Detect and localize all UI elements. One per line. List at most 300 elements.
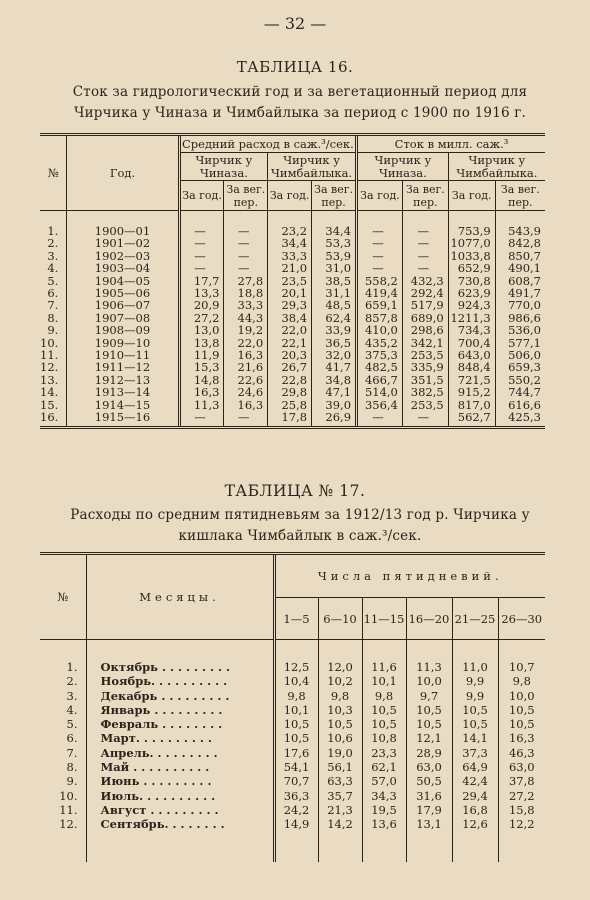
- value-cell: 53,9: [312, 250, 357, 262]
- table-row: [40, 760, 545, 774]
- table17-caption: Расходы по средним пятидневьям за 1912/13 год р. Чирчика у кишлака Чимбайлык в саж.³/сек.: [70, 507, 530, 544]
- year-cell: 1903—04: [67, 262, 179, 274]
- value-cell: 21,3: [318, 803, 362, 817]
- value-cell: 24,2: [274, 803, 318, 817]
- value-cell: 10,5: [274, 731, 318, 745]
- value-cell: 1033,8: [448, 250, 495, 262]
- value-cell: 689,0: [402, 312, 448, 324]
- value-cell: 10,5: [452, 717, 498, 731]
- value-cell: 10,2: [318, 674, 362, 688]
- value-cell: 10,5: [274, 717, 318, 731]
- table-row: [40, 411, 545, 427]
- period-header: 6—10: [318, 598, 362, 640]
- value-cell: 16,8: [452, 803, 498, 817]
- group-runoff-header: Сток в милл. саж.³: [357, 135, 545, 153]
- value-cell: 13,1: [406, 817, 452, 861]
- value-cell: 9,8: [362, 689, 406, 703]
- river-a-header: Чирчик у Чиназа.: [179, 153, 267, 181]
- value-cell: 550,2: [495, 374, 545, 386]
- value-cell: 23,5: [268, 275, 312, 287]
- value-cell: 10,5: [362, 703, 406, 717]
- group-flow-header: Средний расход в саж.³/сек.: [179, 135, 356, 153]
- value-cell: 20,9: [179, 299, 224, 311]
- value-cell: 10,5: [452, 703, 498, 717]
- row-number: 3.: [66, 688, 78, 703]
- value-cell: 13,3: [179, 287, 224, 299]
- value-cell: 20,3: [268, 349, 312, 361]
- row-number: 8.: [47, 310, 59, 325]
- value-cell: 721,5: [448, 374, 495, 386]
- value-cell: 506,0: [495, 349, 545, 361]
- value-cell: 56,1: [318, 760, 362, 774]
- value-cell: 643,0: [448, 349, 495, 361]
- row-number: 3.: [47, 248, 59, 263]
- value-cell: 514,0: [357, 386, 403, 398]
- value-cell: 10,6: [318, 731, 362, 745]
- value-cell: 12,0: [318, 640, 362, 675]
- value-cell: 850,7: [495, 250, 545, 262]
- value-cell: 10,8: [362, 731, 406, 745]
- table-row: [40, 640, 545, 675]
- month-cell: Ноябрь. . . . . . . . . .: [86, 674, 274, 688]
- row-number: 4.: [47, 261, 59, 276]
- table-row: [40, 703, 545, 717]
- value-cell: —: [224, 250, 268, 262]
- value-cell: 31,1: [312, 287, 357, 299]
- row-number: 1.: [47, 224, 59, 238]
- row-number: 9.: [47, 323, 59, 338]
- value-cell: —: [179, 250, 224, 262]
- year-cell: 1907—08: [67, 312, 179, 324]
- value-cell: —: [402, 237, 448, 249]
- row-number: 7.: [66, 745, 78, 760]
- value-cell: 33,9: [312, 324, 357, 336]
- table17: [40, 552, 545, 862]
- month-cell: Август . . . . . . . . .: [86, 803, 274, 817]
- value-cell: 986,6: [495, 312, 545, 324]
- value-cell: 744,7: [495, 386, 545, 398]
- river-b-header: Чирчик у Чимбайлыка.: [448, 153, 545, 181]
- sub-veg-header: За вег. пер.: [495, 181, 545, 211]
- value-cell: 15,3: [179, 361, 224, 373]
- row-number: 10.: [59, 788, 78, 803]
- value-cell: —: [357, 262, 403, 274]
- month-cell: Февраль . . . . . . . .: [86, 717, 274, 731]
- value-cell: 10,5: [406, 717, 452, 731]
- value-cell: 10,4: [274, 674, 318, 688]
- year-cell: 1913—14: [67, 386, 179, 398]
- value-cell: 63,3: [318, 774, 362, 788]
- value-cell: 9,9: [452, 689, 498, 703]
- value-cell: 659,3: [495, 361, 545, 373]
- value-cell: 18,8: [224, 287, 268, 299]
- value-cell: 11,3: [406, 640, 452, 675]
- sub-year-header: За год.: [268, 181, 312, 211]
- value-cell: —: [357, 237, 403, 249]
- value-cell: 34,3: [362, 789, 406, 803]
- table17-title: ТАБЛИЦА № 17.: [224, 482, 366, 500]
- row-number: 2.: [47, 236, 59, 251]
- value-cell: 298,6: [402, 324, 448, 336]
- table-row: [40, 789, 545, 803]
- value-cell: 253,5: [402, 399, 448, 411]
- value-cell: 44,3: [224, 312, 268, 324]
- year-cell: 1900—01: [67, 211, 179, 238]
- value-cell: 36,3: [274, 789, 318, 803]
- value-cell: 31,6: [406, 789, 452, 803]
- value-cell: 857,8: [357, 312, 403, 324]
- value-cell: 63,0: [498, 760, 545, 774]
- value-cell: 351,5: [402, 374, 448, 386]
- value-cell: 13,8: [179, 337, 224, 349]
- page-number: — 32 —: [263, 14, 327, 33]
- value-cell: 57,0: [362, 774, 406, 788]
- value-cell: 652,9: [448, 262, 495, 274]
- row-number: 4.: [66, 702, 78, 717]
- value-cell: —: [402, 211, 448, 238]
- value-cell: —: [357, 411, 403, 427]
- row-number: 9.: [66, 774, 78, 789]
- value-cell: 64,9: [452, 760, 498, 774]
- period-header: 1—5: [274, 598, 318, 640]
- value-cell: 22,6: [224, 374, 268, 386]
- value-cell: 10,5: [498, 703, 545, 717]
- value-cell: 253,5: [402, 349, 448, 361]
- row-number: 5.: [47, 273, 59, 288]
- value-cell: 10,5: [498, 717, 545, 731]
- value-cell: 577,1: [495, 337, 545, 349]
- year-cell: 1908—09: [67, 324, 179, 336]
- value-cell: 12,5: [274, 640, 318, 675]
- value-cell: 17,7: [179, 275, 224, 287]
- value-cell: 432,3: [402, 275, 448, 287]
- value-cell: 10,0: [498, 689, 545, 703]
- row-number: 15.: [40, 397, 59, 412]
- month-cell: Май . . . . . . . . . .: [86, 760, 274, 774]
- value-cell: 24,6: [224, 386, 268, 398]
- value-cell: 9,8: [318, 689, 362, 703]
- value-cell: 16,3: [224, 349, 268, 361]
- value-cell: 616,6: [495, 399, 545, 411]
- table16: [40, 133, 545, 429]
- value-cell: 34,4: [268, 237, 312, 249]
- value-cell: 419,4: [357, 287, 403, 299]
- col-year-header: Год.: [67, 135, 179, 211]
- value-cell: 27,2: [498, 789, 545, 803]
- table16-title: ТАБЛИЦА 16.: [236, 58, 354, 76]
- value-cell: 15,8: [498, 803, 545, 817]
- value-cell: 10,7: [498, 640, 545, 675]
- value-cell: —: [179, 262, 224, 274]
- value-cell: 11,6: [362, 640, 406, 675]
- month-cell: Апрель. . . . . . . . .: [86, 746, 274, 760]
- value-cell: 22,8: [268, 374, 312, 386]
- value-cell: 14,9: [274, 817, 318, 861]
- year-cell: 1911—12: [67, 361, 179, 373]
- value-cell: 342,1: [402, 337, 448, 349]
- row-number: 8.: [66, 760, 78, 775]
- value-cell: 659,1: [357, 299, 403, 311]
- value-cell: 842,8: [495, 237, 545, 249]
- year-cell: 1910—11: [67, 349, 179, 361]
- value-cell: 17,6: [274, 746, 318, 760]
- value-cell: 491,7: [495, 287, 545, 299]
- value-cell: —: [402, 411, 448, 427]
- value-cell: 62,4: [312, 312, 357, 324]
- value-cell: —: [179, 211, 224, 238]
- table-row: [40, 262, 545, 274]
- row-number: 12.: [40, 360, 59, 375]
- value-cell: 48,5: [312, 299, 357, 311]
- value-cell: 38,4: [268, 312, 312, 324]
- value-cell: 38,5: [312, 275, 357, 287]
- row-number: 10.: [40, 335, 59, 350]
- value-cell: 536,0: [495, 324, 545, 336]
- value-cell: 10,5: [318, 717, 362, 731]
- year-cell: 1902—03: [67, 250, 179, 262]
- sub-veg-header: За вег. пер.: [312, 181, 357, 211]
- value-cell: 1211,3: [448, 312, 495, 324]
- table-row: [40, 674, 545, 688]
- sub-veg-header: За вег. пер.: [402, 181, 448, 211]
- value-cell: 14,2: [318, 817, 362, 861]
- value-cell: 623,9: [448, 287, 495, 299]
- value-cell: 543,9: [495, 211, 545, 238]
- value-cell: 517,9: [402, 299, 448, 311]
- month-cell: Июль. . . . . . . . . .: [86, 789, 274, 803]
- value-cell: 435,2: [357, 337, 403, 349]
- value-cell: 62,1: [362, 760, 406, 774]
- sub-year-header: За год.: [448, 181, 495, 211]
- value-cell: 63,0: [406, 760, 452, 774]
- value-cell: 41,7: [312, 361, 357, 373]
- period-header: 26—30: [498, 598, 545, 640]
- row-number: 11.: [40, 348, 59, 363]
- value-cell: 11,9: [179, 349, 224, 361]
- row-number: 5.: [66, 717, 78, 732]
- value-cell: 35,7: [318, 789, 362, 803]
- value-cell: 26,7: [268, 361, 312, 373]
- value-cell: 19,5: [362, 803, 406, 817]
- value-cell: 33,3: [224, 299, 268, 311]
- table-row: [40, 237, 545, 249]
- value-cell: 21,0: [268, 262, 312, 274]
- table-row: [40, 774, 545, 788]
- table-row: [40, 717, 545, 731]
- value-cell: —: [357, 211, 403, 238]
- value-cell: 29,8: [268, 386, 312, 398]
- month-cell: Июнь . . . . . . . . .: [86, 774, 274, 788]
- value-cell: 9,7: [406, 689, 452, 703]
- table-row: [40, 361, 545, 373]
- value-cell: 11,3: [179, 399, 224, 411]
- value-cell: 20,1: [268, 287, 312, 299]
- value-cell: —: [224, 262, 268, 274]
- value-cell: 32,0: [312, 349, 357, 361]
- value-cell: 10,1: [274, 703, 318, 717]
- value-cell: 33,3: [268, 250, 312, 262]
- value-cell: 915,2: [448, 386, 495, 398]
- value-cell: 425,3: [495, 411, 545, 427]
- table-row: [40, 211, 545, 238]
- value-cell: 25,8: [268, 399, 312, 411]
- value-cell: 734,3: [448, 324, 495, 336]
- row-number: 1.: [66, 660, 78, 674]
- table-row: [40, 689, 545, 703]
- sub-year-header: За год.: [357, 181, 403, 211]
- table-row: [40, 803, 545, 817]
- value-cell: —: [402, 250, 448, 262]
- value-cell: 753,9: [448, 211, 495, 238]
- value-cell: 22,0: [224, 337, 268, 349]
- value-cell: 12,1: [406, 731, 452, 745]
- table-row: [40, 731, 545, 745]
- value-cell: 292,4: [402, 287, 448, 299]
- value-cell: 700,4: [448, 337, 495, 349]
- river-b-header: Чирчик у Чимбайлыка.: [268, 153, 357, 181]
- value-cell: 27,8: [224, 275, 268, 287]
- value-cell: 10,5: [362, 717, 406, 731]
- value-cell: 29,4: [452, 789, 498, 803]
- value-cell: 54,1: [274, 760, 318, 774]
- value-cell: 37,3: [452, 746, 498, 760]
- row-number: 6.: [66, 731, 78, 746]
- value-cell: 558,2: [357, 275, 403, 287]
- value-cell: 562,7: [448, 411, 495, 427]
- value-cell: 9,8: [498, 674, 545, 688]
- value-cell: 335,9: [402, 361, 448, 373]
- period-header: 16—20: [406, 598, 452, 640]
- value-cell: 16,3: [179, 386, 224, 398]
- value-cell: —: [179, 411, 224, 427]
- value-cell: 17,9: [406, 803, 452, 817]
- value-cell: —: [224, 411, 268, 427]
- value-cell: 16,3: [498, 731, 545, 745]
- table-row: [40, 817, 545, 861]
- value-cell: 608,7: [495, 275, 545, 287]
- month-cell: Декабрь . . . . . . . . .: [86, 689, 274, 703]
- year-cell: 1915—16: [67, 411, 179, 427]
- value-cell: 46,3: [498, 746, 545, 760]
- month-cell: Сентябрь. . . . . . . .: [86, 817, 274, 861]
- table-row: [40, 324, 545, 336]
- month-cell: Январь . . . . . . . . .: [86, 703, 274, 717]
- value-cell: —: [224, 211, 268, 238]
- month-cell: Март. . . . . . . . . .: [86, 731, 274, 745]
- value-cell: 39,0: [312, 399, 357, 411]
- row-number: 13.: [40, 372, 59, 387]
- table-row: [40, 746, 545, 760]
- row-number: 2.: [66, 674, 78, 689]
- value-cell: 37,8: [498, 774, 545, 788]
- year-cell: 1912—13: [67, 374, 179, 386]
- col-month-header: Месяцы.: [86, 554, 274, 640]
- value-cell: —: [179, 237, 224, 249]
- value-cell: 466,7: [357, 374, 403, 386]
- value-cell: 382,5: [402, 386, 448, 398]
- value-cell: 28,9: [406, 746, 452, 760]
- value-cell: 14,8: [179, 374, 224, 386]
- value-cell: 47,1: [312, 386, 357, 398]
- value-cell: 817,0: [448, 399, 495, 411]
- row-number: 11.: [59, 802, 78, 817]
- value-cell: 356,4: [357, 399, 403, 411]
- value-cell: 12,2: [498, 817, 545, 861]
- value-cell: 19,2: [224, 324, 268, 336]
- row-number: 7.: [47, 298, 59, 313]
- value-cell: 70,7: [274, 774, 318, 788]
- value-cell: 770,0: [495, 299, 545, 311]
- year-cell: 1904—05: [67, 275, 179, 287]
- value-cell: —: [224, 237, 268, 249]
- value-cell: 10,0: [406, 674, 452, 688]
- value-cell: 22,0: [268, 324, 312, 336]
- value-cell: 9,9: [452, 674, 498, 688]
- table-row: [40, 386, 545, 398]
- value-cell: —: [402, 262, 448, 274]
- value-cell: 410,0: [357, 324, 403, 336]
- value-cell: 14,1: [452, 731, 498, 745]
- value-cell: 34,8: [312, 374, 357, 386]
- value-cell: 53,3: [312, 237, 357, 249]
- value-cell: 29,3: [268, 299, 312, 311]
- value-cell: 31,0: [312, 262, 357, 274]
- year-cell: 1905—06: [67, 287, 179, 299]
- value-cell: 17,8: [268, 411, 312, 427]
- value-cell: 375,3: [357, 349, 403, 361]
- value-cell: —: [357, 250, 403, 262]
- year-cell: 1909—10: [67, 337, 179, 349]
- value-cell: 23,2: [268, 211, 312, 238]
- row-number: 14.: [40, 385, 59, 400]
- value-cell: 34,4: [312, 211, 357, 238]
- value-cell: 26,9: [312, 411, 357, 427]
- value-cell: 19,0: [318, 746, 362, 760]
- col-num-header: №: [40, 135, 67, 211]
- value-cell: 9,8: [274, 689, 318, 703]
- value-cell: 848,4: [448, 361, 495, 373]
- value-cell: 10,3: [318, 703, 362, 717]
- year-cell: 1914—15: [67, 399, 179, 411]
- value-cell: 36,5: [312, 337, 357, 349]
- value-cell: 10,5: [406, 703, 452, 717]
- value-cell: 22,1: [268, 337, 312, 349]
- value-cell: 21,6: [224, 361, 268, 373]
- year-cell: 1901—02: [67, 237, 179, 249]
- table16-caption: Сток за гидрологический год и за вегетационный период для Чирчика у Чиназа и Чимбайлыка за период с 1900 по 1916 г.: [72, 84, 528, 121]
- month-cell: Октябрь . . . . . . . . .: [86, 640, 274, 675]
- value-cell: 924,3: [448, 299, 495, 311]
- period-header: 11—15: [362, 598, 406, 640]
- value-cell: 13,6: [362, 817, 406, 861]
- value-cell: 1077,0: [448, 237, 495, 249]
- table-row: [40, 299, 545, 311]
- row-number: 16.: [40, 411, 67, 427]
- value-cell: 50,5: [406, 774, 452, 788]
- value-cell: 490,1: [495, 262, 545, 274]
- value-cell: 16,3: [224, 399, 268, 411]
- value-cell: 23,3: [362, 746, 406, 760]
- value-cell: 11,0: [452, 640, 498, 675]
- col-num-header: №: [40, 554, 86, 640]
- river-a-header: Чирчик у Чиназа.: [357, 153, 449, 181]
- value-cell: 27,2: [179, 312, 224, 324]
- value-cell: 482,5: [357, 361, 403, 373]
- value-cell: 12,6: [452, 817, 498, 861]
- value-cell: 10,1: [362, 674, 406, 688]
- value-cell: 42,4: [452, 774, 498, 788]
- value-cell: 13,0: [179, 324, 224, 336]
